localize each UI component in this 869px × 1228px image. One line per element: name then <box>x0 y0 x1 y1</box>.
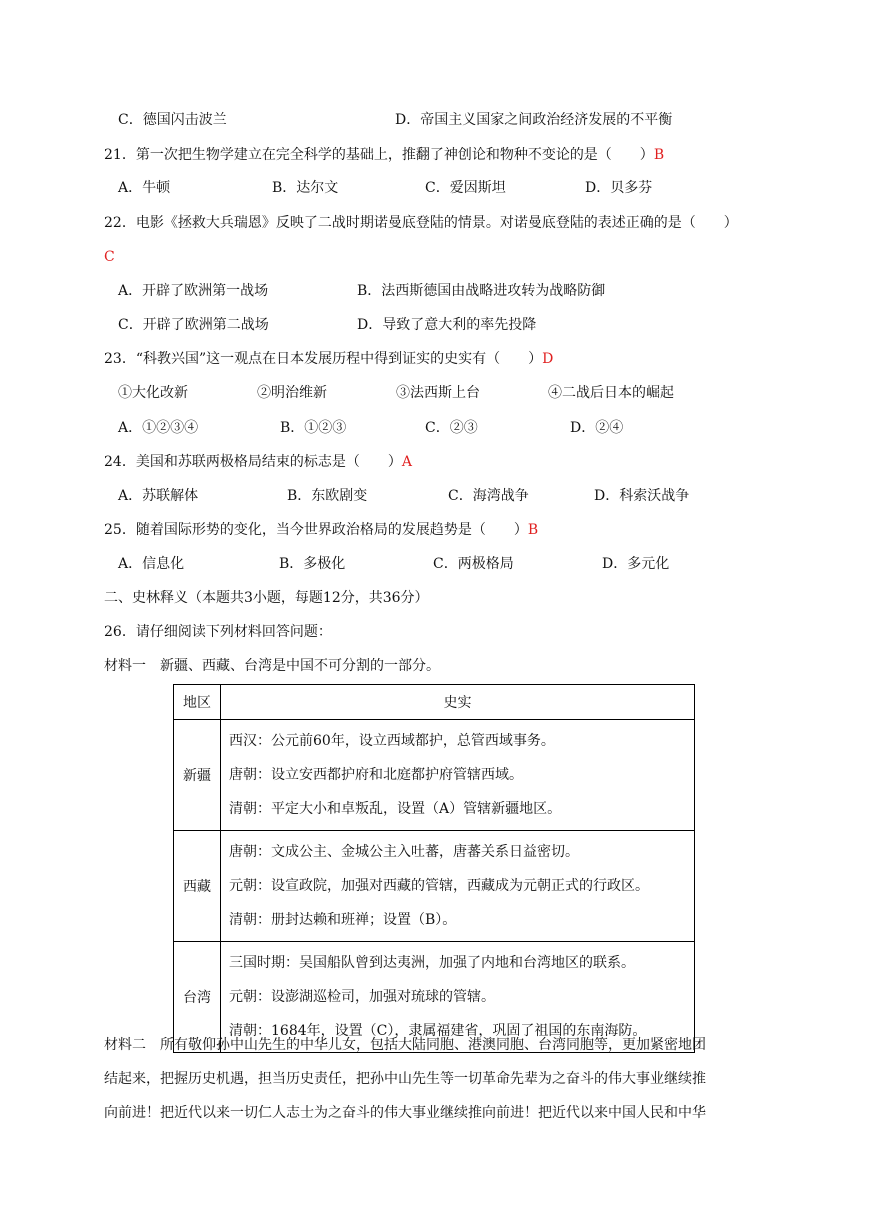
q23-option-d: D．②④ <box>570 420 624 436</box>
q20-option-d: D．帝国主义国家之间政治经济发展的不平衡 <box>395 112 673 128</box>
question-23 <box>104 349 553 369</box>
fact-line: 三国时期：吴国船队曾到达夷洲，加强了内地和台湾地区的联系。 <box>229 955 635 971</box>
q22-option-a: A．开辟了欧洲第一战场 <box>118 283 269 299</box>
question-26-stem: 26．请仔细阅读下列材料回答问题： <box>104 624 332 640</box>
fact-line: 唐朝：文成公主、金城公主入吐蕃，唐蕃关系日益密切。 <box>229 844 579 860</box>
material-1: 材料一 新疆、西藏、台湾是中国不可分割的一部分。 <box>104 658 440 674</box>
q22-option-c: C．开辟了欧洲第二战场 <box>118 317 269 333</box>
material-2-line: 材料二 所有敬仰孙中山先生的中华儿女，包括大陆同胞、港澳同胞、台湾同胞等，更加紧密地团 <box>104 1037 706 1053</box>
q20-option-c: C．德国闪击波兰 <box>118 112 227 128</box>
table-row <box>174 720 695 831</box>
question-22-stem: 22．电影《拯救大兵瑞恩》反映了二战时期诺曼底登陆的情景。对诺曼底登陆的表述正确的是（ ） <box>104 215 738 231</box>
question-23-stem: 23．“科教兴国”这一观点在日本发展历程中得到证实的史实有（ ） <box>104 351 543 367</box>
fact-line: 唐朝：设立安西都护府和北庭都护府管辖西域。 <box>229 767 523 783</box>
q21-option-b: B．达尔文 <box>272 180 339 196</box>
q21-option-a: A．牛顿 <box>118 180 171 196</box>
q24-option-c: C．海湾战争 <box>448 488 529 504</box>
fact-line: 清朝：1684年，设置（C），隶属福建省，巩固了祖国的东南海防。 <box>229 1023 647 1039</box>
q22-option-b: B．法西斯德国由战略进攻转为战略防御 <box>357 283 606 299</box>
q21-option-c: C．爱因斯坦 <box>425 180 506 196</box>
question-25-answer: B <box>527 522 539 538</box>
facts-cell <box>221 831 695 942</box>
fact-line: 元朝：设宣政院，加强对西藏的管辖，西藏成为元朝正式的行政区。 <box>229 878 649 894</box>
q24-option-a: A．苏联解体 <box>118 488 199 504</box>
history-table <box>173 684 695 1053</box>
question-22-answer: C <box>104 249 115 265</box>
q25-option-c: C．两极格局 <box>433 556 514 572</box>
region-cell: 新疆 <box>174 720 221 831</box>
q23-item-2: ②明治维新 <box>257 385 327 401</box>
q24-option-b: B．东欧剧变 <box>287 488 368 504</box>
q23-item-3: ③法西斯上台 <box>396 385 480 401</box>
question-21 <box>104 145 664 165</box>
q25-option-d: D．多元化 <box>602 556 670 572</box>
section-2-heading: 二、史林释义（本题共3小题，每题12分，共36分） <box>104 590 429 606</box>
question-24 <box>104 452 412 472</box>
q25-option-a: A．信息化 <box>118 556 185 572</box>
q23-option-c: C．②③ <box>425 420 478 436</box>
question-21-stem: 21．第一次把生物学建立在完全科学的基础上，推翻了神创论和物种不变论的是（ ） <box>104 147 654 163</box>
q25-option-b: B．多极化 <box>279 556 346 572</box>
table-header-facts: 史实 <box>221 685 695 720</box>
region-cell: 西藏 <box>174 831 221 942</box>
fact-line: 西汉：公元前60年，设立西域都护，总管西域事务。 <box>229 733 555 749</box>
q24-option-d: D．科索沃战争 <box>594 488 690 504</box>
question-25 <box>104 520 538 540</box>
material-2-line: 结起来，把握历史机遇，担当历史责任，把孙中山先生等一切革命先辈为之奋斗的伟大事业继续推 <box>104 1071 706 1087</box>
q23-item-1: ①大化改新 <box>118 385 188 401</box>
question-21-answer: B <box>653 147 665 163</box>
q22-option-d: D．导致了意大利的率先投降 <box>357 317 537 333</box>
region-cell: 台湾 <box>174 942 221 1053</box>
question-24-answer: A <box>401 454 412 470</box>
question-22 <box>104 213 738 233</box>
q23-option-b: B．①②③ <box>280 420 347 436</box>
table-header-region: 地区 <box>174 685 221 720</box>
question-25-stem: 25．随着国际形势的变化，当今世界政治格局的发展趋势是（ ） <box>104 522 528 538</box>
table-row <box>174 831 695 942</box>
table-header-row <box>174 685 695 720</box>
q23-item-4: ④二战后日本的崛起 <box>548 385 674 401</box>
material-2-line: 向前进！把近代以来一切仁人志士为之奋斗的伟大事业继续推向前进！把近代以来中国人民和中华 <box>104 1105 706 1121</box>
fact-line: 元朝：设澎湖巡检司，加强对琉球的管辖。 <box>229 989 495 1005</box>
question-23-answer: D <box>542 351 554 367</box>
q23-option-a: A．①②③④ <box>118 420 199 436</box>
q21-option-d: D．贝多芬 <box>585 180 653 196</box>
fact-line: 清朝：册封达赖和班禅；设置（B）。 <box>229 912 457 928</box>
facts-cell <box>221 720 695 831</box>
fact-line: 清朝：平定大小和卓叛乱，设置（A）管辖新疆地区。 <box>229 801 562 817</box>
question-24-stem: 24．美国和苏联两极格局结束的标志是（ ） <box>104 454 402 470</box>
